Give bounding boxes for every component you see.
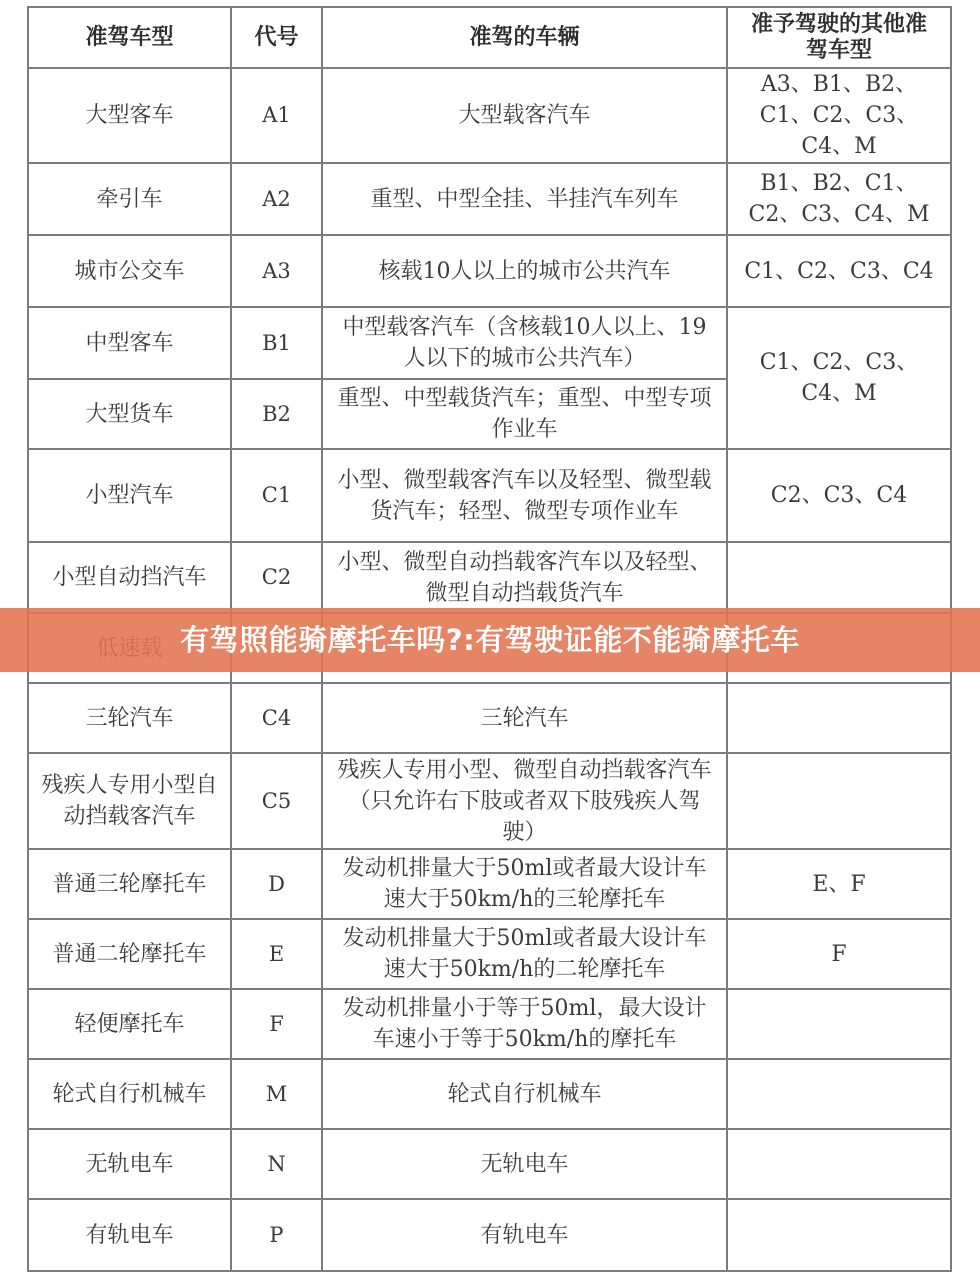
row-other bbox=[727, 989, 951, 1059]
row-type: 中型客车 bbox=[28, 307, 231, 379]
row-code: C4 bbox=[231, 683, 322, 753]
row-vehicles: 无轨电车 bbox=[322, 1129, 727, 1199]
row-code: M bbox=[231, 1059, 322, 1129]
row-type: 普通三轮摩托车 bbox=[28, 849, 231, 919]
table-row bbox=[28, 163, 951, 235]
row-code: B2 bbox=[231, 379, 322, 449]
row-type: 城市公交车 bbox=[28, 235, 231, 307]
row-vehicles: 中型载客汽车（含核载10人以上、19人以下的城市公共汽车） bbox=[322, 307, 727, 379]
row-other: C1、C2、C3、C4 bbox=[727, 235, 951, 307]
row-vehicles: 小型、微型自动挡载客汽车以及轻型、微型自动挡载货汽车 bbox=[322, 542, 727, 613]
row-other bbox=[727, 1129, 951, 1199]
row-type: 小型自动挡汽车 bbox=[28, 542, 231, 613]
row-vehicles: 大型载客汽车 bbox=[322, 68, 727, 163]
row-vehicles: 有轨电车 bbox=[322, 1199, 727, 1271]
row-code: B1 bbox=[231, 307, 322, 379]
row-type: 三轮汽车 bbox=[28, 683, 231, 753]
row-vehicles: 重型、中型全挂、半挂汽车列车 bbox=[322, 163, 727, 235]
header-type: 准驾车型 bbox=[28, 7, 231, 68]
row-code: C1 bbox=[231, 449, 322, 542]
row-other bbox=[727, 1199, 951, 1271]
header-row bbox=[28, 7, 951, 68]
table-row bbox=[28, 1129, 951, 1199]
table-row bbox=[28, 753, 951, 849]
row-vehicles: 发动机排量大于50ml或者最大设计车速大于50km/h的三轮摩托车 bbox=[322, 849, 727, 919]
table-row bbox=[28, 1199, 951, 1271]
row-other: C2、C3、C4 bbox=[727, 449, 951, 542]
row-code: C5 bbox=[231, 753, 322, 849]
table-row bbox=[28, 919, 951, 989]
row-other bbox=[727, 683, 951, 753]
header-other: 准予驾驶的其他准驾车型 bbox=[727, 7, 951, 68]
table-row bbox=[28, 307, 951, 379]
row-code: P bbox=[231, 1199, 322, 1271]
row-code: A2 bbox=[231, 163, 322, 235]
row-code: A3 bbox=[231, 235, 322, 307]
row-type: 有轨电车 bbox=[28, 1199, 231, 1271]
title-banner bbox=[0, 608, 980, 672]
row-vehicles: 小型、微型载客汽车以及轻型、微型载货汽车；轻型、微型专项作业车 bbox=[322, 449, 727, 542]
row-type: 大型客车 bbox=[28, 68, 231, 163]
row-type: 牵引车 bbox=[28, 163, 231, 235]
row-code: N bbox=[231, 1129, 322, 1199]
row-vehicles: 发动机排量小于等于50ml，最大设计车速小于等于50km/h的摩托车 bbox=[322, 989, 727, 1059]
row-code: D bbox=[231, 849, 322, 919]
table-row bbox=[28, 542, 951, 613]
table-row bbox=[28, 449, 951, 542]
row-type: 无轨电车 bbox=[28, 1129, 231, 1199]
table-row bbox=[28, 235, 951, 307]
row-vehicles: 发动机排量大于50ml或者最大设计车速大于50km/h的二轮摩托车 bbox=[322, 919, 727, 989]
row-type: 普通二轮摩托车 bbox=[28, 919, 231, 989]
row-code: A1 bbox=[231, 68, 322, 163]
table-row bbox=[28, 68, 951, 163]
table-row bbox=[28, 989, 951, 1059]
row-vehicles: 残疾人专用小型、微型自动挡载客汽车（只允许右下肢或者双下肢残疾人驾驶） bbox=[322, 753, 727, 849]
article-title: 有驾照能骑摩托车吗?:有驾驶证能不能骑摩托车 bbox=[180, 623, 800, 657]
row-other: C1、C2、C3、C4、M bbox=[727, 307, 951, 449]
row-other bbox=[727, 1059, 951, 1129]
row-vehicles: 轮式自行机械车 bbox=[322, 1059, 727, 1129]
header-vehicles: 准驾的车辆 bbox=[322, 7, 727, 68]
row-vehicles: 重型、中型载货汽车；重型、中型专项作业车 bbox=[322, 379, 727, 449]
row-code: E bbox=[231, 919, 322, 989]
row-type: 轮式自行机械车 bbox=[28, 1059, 231, 1129]
row-other: F bbox=[727, 919, 951, 989]
row-type: 残疾人专用小型自动挡载客汽车 bbox=[28, 753, 231, 849]
row-other: B1、B2、C1、C2、C3、C4、M bbox=[727, 163, 951, 235]
row-type: 大型货车 bbox=[28, 379, 231, 449]
row-type: 小型汽车 bbox=[28, 449, 231, 542]
row-other bbox=[727, 753, 951, 849]
row-other bbox=[727, 542, 951, 613]
row-vehicles: 三轮汽车 bbox=[322, 683, 727, 753]
row-vehicles: 核载10人以上的城市公共汽车 bbox=[322, 235, 727, 307]
table-row bbox=[28, 683, 951, 753]
table-row bbox=[28, 849, 951, 919]
row-other: A3、B1、B2、C1、C2、C3、C4、M bbox=[727, 68, 951, 163]
row-type: 轻便摩托车 bbox=[28, 989, 231, 1059]
table-row bbox=[28, 1059, 951, 1129]
header-code: 代号 bbox=[231, 7, 322, 68]
row-other: E、F bbox=[727, 849, 951, 919]
row-code: F bbox=[231, 989, 322, 1059]
row-code: C2 bbox=[231, 542, 322, 613]
